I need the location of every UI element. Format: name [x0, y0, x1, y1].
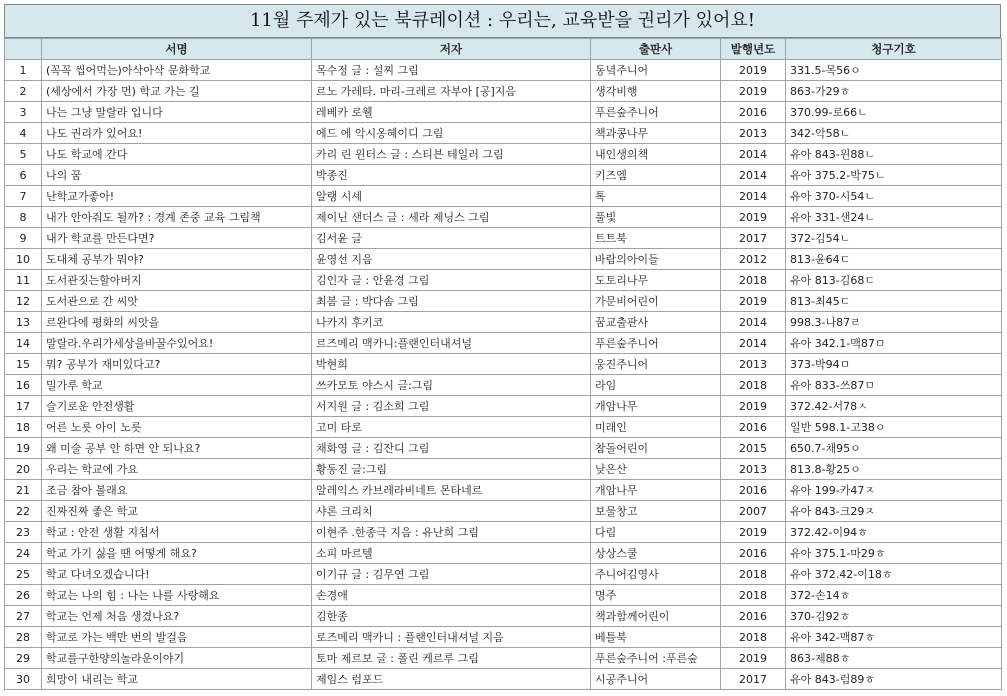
call-number: 유아 342.1-맥87ㅁ — [786, 333, 1002, 354]
table-row — [5, 480, 1002, 501]
table-row — [5, 333, 1002, 354]
book-author: 김한종 — [312, 606, 591, 627]
row-number: 5 — [5, 144, 42, 165]
book-author: 채화영 글 : 김잔디 그림 — [312, 438, 591, 459]
call-number: 유아 843-럼89ㅎ — [786, 669, 1002, 690]
book-author: 토마 제르보 글 : 폴린 케르루 그림 — [312, 648, 591, 669]
call-number: 유아 843-윈88ㄴ — [786, 144, 1002, 165]
book-author: 르노 가레타. 마리-크레르 자부아 [공]지음 — [312, 81, 591, 102]
call-number: 331.5-목56ㅇ — [786, 60, 1002, 81]
table-row — [5, 543, 1002, 564]
row-number: 15 — [5, 354, 42, 375]
table-row — [5, 648, 1002, 669]
call-number: 유아 813-김68ㄷ — [786, 270, 1002, 291]
book-author: 최봄 글 : 박다솜 그림 — [312, 291, 591, 312]
publish-year: 2007 — [721, 501, 786, 522]
book-publisher: 시공주니어 — [591, 669, 721, 690]
publish-year: 2016 — [721, 417, 786, 438]
call-number: 372-김54ㄴ — [786, 228, 1002, 249]
book-publisher: 동녘주니어 — [591, 60, 721, 81]
book-publisher: 웅진주니어 — [591, 354, 721, 375]
book-publisher: 풀빛 — [591, 207, 721, 228]
book-title: 나는 그냥 말랄라 입니다 — [42, 102, 312, 123]
call-number: 유아 370-시54ㄴ — [786, 186, 1002, 207]
publish-year: 2018 — [721, 564, 786, 585]
publish-year: 2014 — [721, 144, 786, 165]
call-number: 유아 833-쓰87ㅁ — [786, 375, 1002, 396]
table-row — [5, 102, 1002, 123]
row-number: 25 — [5, 564, 42, 585]
call-number: 863-제88ㅎ — [786, 648, 1002, 669]
book-publisher: 라임 — [591, 375, 721, 396]
book-author: 나카지 후키코 — [312, 312, 591, 333]
book-author: 르즈메리 맥카니:플랜인터내셔널 — [312, 333, 591, 354]
curation-sheet — [4, 4, 1001, 690]
call-number: 유아 342-맥87ㅎ — [786, 627, 1002, 648]
row-number: 30 — [5, 669, 42, 690]
call-number: 유아 375.1-마29ㅎ — [786, 543, 1002, 564]
publish-year: 2014 — [721, 165, 786, 186]
book-title: 뭐? 공부가 재미있다고? — [42, 354, 312, 375]
book-publisher: 내인생의책 — [591, 144, 721, 165]
book-author: 황동진 글:그림 — [312, 459, 591, 480]
publish-year: 2014 — [721, 186, 786, 207]
call-number: 일반 598.1-고38ㅇ — [786, 417, 1002, 438]
table-row — [5, 522, 1002, 543]
book-title: 우리는 학교에 가요 — [42, 459, 312, 480]
book-title: 밀가루 학교 — [42, 375, 312, 396]
book-publisher: 푸른숲주니어 — [591, 102, 721, 123]
row-number: 12 — [5, 291, 42, 312]
book-author: 고미 타로 — [312, 417, 591, 438]
book-publisher: 낮은산 — [591, 459, 721, 480]
book-publisher: 개암나무 — [591, 396, 721, 417]
book-publisher: 베틀북 — [591, 627, 721, 648]
publish-year: 2019 — [721, 81, 786, 102]
book-author: 샤론 크리치 — [312, 501, 591, 522]
publish-year: 2015 — [721, 438, 786, 459]
row-number: 10 — [5, 249, 42, 270]
book-title: 말랄라.우리가세상을바꿀수있어요! — [42, 333, 312, 354]
book-title: 도대체 공부가 뭐야? — [42, 249, 312, 270]
publish-year: 2017 — [721, 669, 786, 690]
book-title: 왜 미술 공부 안 하면 안 되나요? — [42, 438, 312, 459]
book-publisher: 보물창고 — [591, 501, 721, 522]
book-author: 목수정 글 : 설찌 그림 — [312, 60, 591, 81]
table-row — [5, 144, 1002, 165]
row-number: 16 — [5, 375, 42, 396]
book-author: 윤영선 지음 — [312, 249, 591, 270]
book-author: 이기규 글 : 김무연 그림 — [312, 564, 591, 585]
row-number: 28 — [5, 627, 42, 648]
call-number: 372.42-서78ㅅ — [786, 396, 1002, 417]
table-row — [5, 627, 1002, 648]
header-no — [5, 39, 42, 60]
table-row — [5, 459, 1002, 480]
book-title: 난학교가좋아! — [42, 186, 312, 207]
book-title: 르완다에 평화의 씨앗을 — [42, 312, 312, 333]
table-row — [5, 501, 1002, 522]
call-number: 373-박94ㅁ — [786, 354, 1002, 375]
book-publisher: 책과콩나무 — [591, 123, 721, 144]
book-title: 진짜진짜 좋은 학교 — [42, 501, 312, 522]
book-publisher: 도토리나무 — [591, 270, 721, 291]
table-row — [5, 669, 1002, 690]
publish-year: 2014 — [721, 312, 786, 333]
book-publisher: 트트북 — [591, 228, 721, 249]
call-number: 813-윤64ㄷ — [786, 249, 1002, 270]
publish-year: 2014 — [721, 333, 786, 354]
call-number: 998.3-나87ㄹ — [786, 312, 1002, 333]
book-author: 이현주 .한종극 지음 : 유난희 그림 — [312, 522, 591, 543]
table-row — [5, 375, 1002, 396]
book-publisher: 바람의아이들 — [591, 249, 721, 270]
publish-year: 2016 — [721, 102, 786, 123]
call-number: 372-손14ㅎ — [786, 585, 1002, 606]
row-number: 7 — [5, 186, 42, 207]
book-publisher: 키즈엠 — [591, 165, 721, 186]
table-row — [5, 249, 1002, 270]
row-number: 8 — [5, 207, 42, 228]
book-author: 로즈메리 맥카니 : 플랜인터내셔널 지음 — [312, 627, 591, 648]
publish-year: 2016 — [721, 606, 786, 627]
row-number: 22 — [5, 501, 42, 522]
publish-year: 2019 — [721, 648, 786, 669]
book-title: 도서관으로 간 씨앗 — [42, 291, 312, 312]
call-number: 유아 372.42-이18ㅎ — [786, 564, 1002, 585]
book-author: 김서윤 글 — [312, 228, 591, 249]
book-author: 김인자 글 : 안윤경 그림 — [312, 270, 591, 291]
book-publisher: 상상스쿨 — [591, 543, 721, 564]
book-author: 제이닌 샌더스 글 : 세라 제닝스 그림 — [312, 207, 591, 228]
call-number: 813.8-황25ㅇ — [786, 459, 1002, 480]
publish-year: 2018 — [721, 585, 786, 606]
row-number: 14 — [5, 333, 42, 354]
book-title: 조금 참아 볼래요 — [42, 480, 312, 501]
book-publisher: 미래인 — [591, 417, 721, 438]
table-row — [5, 270, 1002, 291]
book-publisher: 참돌어린이 — [591, 438, 721, 459]
book-publisher: 푸른숲주니어 — [591, 333, 721, 354]
publish-year: 2013 — [721, 354, 786, 375]
row-number: 18 — [5, 417, 42, 438]
row-number: 17 — [5, 396, 42, 417]
header-publisher: 출판사 — [591, 39, 721, 60]
table-row — [5, 417, 1002, 438]
call-number: 370.99-로66ㄴ — [786, 102, 1002, 123]
publish-year: 2017 — [721, 228, 786, 249]
row-number: 9 — [5, 228, 42, 249]
call-number: 유아 331-샌24ㄴ — [786, 207, 1002, 228]
book-title: 슬기로운 안전생활 — [42, 396, 312, 417]
book-author: 레베카 로웰 — [312, 102, 591, 123]
publish-year: 2012 — [721, 249, 786, 270]
table-row — [5, 228, 1002, 249]
book-publisher: 책과함께어린이 — [591, 606, 721, 627]
header-year: 발행년도 — [721, 39, 786, 60]
publish-year: 2019 — [721, 207, 786, 228]
table-header-row — [5, 39, 1002, 60]
book-author: 박현희 — [312, 354, 591, 375]
book-title: 학교는 나의 힘 : 나는 나를 사랑해요 — [42, 585, 312, 606]
book-table — [4, 38, 1002, 690]
table-row — [5, 606, 1002, 627]
book-title: 학교로 가는 백만 번의 발걸음 — [42, 627, 312, 648]
table-row — [5, 123, 1002, 144]
call-number: 650.7-채95ㅇ — [786, 438, 1002, 459]
call-number: 813-최45ㄷ — [786, 291, 1002, 312]
publish-year: 2019 — [721, 522, 786, 543]
book-author: 제임스 럼포드 — [312, 669, 591, 690]
book-title: 나도 권리가 있어요! — [42, 123, 312, 144]
row-number: 19 — [5, 438, 42, 459]
book-publisher: 생각비행 — [591, 81, 721, 102]
row-number: 6 — [5, 165, 42, 186]
book-title: 학교를구한양의놀라운이야기 — [42, 648, 312, 669]
book-title: 학교 다녀오겠습니다! — [42, 564, 312, 585]
call-number: 유아 843-크29ㅈ — [786, 501, 1002, 522]
page-title: 11월 주제가 있는 북큐레이션 : 우리는, 교육받을 권리가 있어요! — [4, 4, 1001, 38]
book-title: 어른 노릇 아이 노릇 — [42, 417, 312, 438]
table-row — [5, 81, 1002, 102]
table-body — [5, 60, 1002, 690]
book-title: (꼭꼭 씹어먹는)아삭아삭 문화학교 — [42, 60, 312, 81]
book-title: 나의 꿈 — [42, 165, 312, 186]
table-row — [5, 396, 1002, 417]
table-row — [5, 165, 1002, 186]
row-number: 27 — [5, 606, 42, 627]
table-row — [5, 312, 1002, 333]
row-number: 29 — [5, 648, 42, 669]
book-author: 서지원 글 : 김소희 그림 — [312, 396, 591, 417]
book-publisher: 푸른숲주니어 :푸른숲 — [591, 648, 721, 669]
book-author: 알레익스 카브레라비네트 몬타네르 — [312, 480, 591, 501]
row-number: 13 — [5, 312, 42, 333]
book-publisher: 꿈교출판사 — [591, 312, 721, 333]
header-author: 저자 — [312, 39, 591, 60]
book-publisher: 톡 — [591, 186, 721, 207]
publish-year: 2018 — [721, 375, 786, 396]
row-number: 21 — [5, 480, 42, 501]
book-author: 소피 마르텔 — [312, 543, 591, 564]
table-row — [5, 585, 1002, 606]
row-number: 26 — [5, 585, 42, 606]
book-title: 나도 학교에 간다 — [42, 144, 312, 165]
row-number: 4 — [5, 123, 42, 144]
table-row — [5, 291, 1002, 312]
book-author: 쓰카모토 야스시 글:그림 — [312, 375, 591, 396]
publish-year: 2013 — [721, 459, 786, 480]
call-number: 370-김92ㅎ — [786, 606, 1002, 627]
row-number: 1 — [5, 60, 42, 81]
call-number: 유아 199-카47ㅈ — [786, 480, 1002, 501]
book-title: 학교 : 안전 생활 지침서 — [42, 522, 312, 543]
call-number: 유아 375.2-박75ㄴ — [786, 165, 1002, 186]
publish-year: 2019 — [721, 396, 786, 417]
row-number: 11 — [5, 270, 42, 291]
table-row — [5, 564, 1002, 585]
call-number: 342-악58ㄴ — [786, 123, 1002, 144]
book-author: 카리 린 윈터스 글 : 스티븐 테일러 그림 — [312, 144, 591, 165]
book-title: 도서관짓는할아버지 — [42, 270, 312, 291]
publish-year: 2019 — [721, 60, 786, 81]
table-row — [5, 207, 1002, 228]
row-number: 2 — [5, 81, 42, 102]
book-publisher: 개암나무 — [591, 480, 721, 501]
book-title: 내가 안아줘도 될까? : 경계 존중 교육 그림책 — [42, 207, 312, 228]
call-number: 372.42-이94ㅎ — [786, 522, 1002, 543]
book-publisher: 가문비어린이 — [591, 291, 721, 312]
book-author: 알랭 시셰 — [312, 186, 591, 207]
book-author: 에드 에 악시옹혜이디 그림 — [312, 123, 591, 144]
book-title: 내가 학교를 만든다면? — [42, 228, 312, 249]
book-title: 희망이 내리는 학교 — [42, 669, 312, 690]
header-call-number: 청구기호 — [786, 39, 1002, 60]
row-number: 24 — [5, 543, 42, 564]
publish-year: 2016 — [721, 480, 786, 501]
row-number: 3 — [5, 102, 42, 123]
publish-year: 2016 — [721, 543, 786, 564]
publish-year: 2018 — [721, 270, 786, 291]
book-author: 박종진 — [312, 165, 591, 186]
publish-year: 2013 — [721, 123, 786, 144]
table-row — [5, 438, 1002, 459]
publish-year: 2018 — [721, 627, 786, 648]
publish-year: 2019 — [721, 291, 786, 312]
book-publisher: 주니어김영사 — [591, 564, 721, 585]
book-title: 학교는 언제 처음 생겼나요? — [42, 606, 312, 627]
table-row — [5, 186, 1002, 207]
book-title: 학교 가기 싫을 땐 어떻게 해요? — [42, 543, 312, 564]
book-title: (세상에서 가장 먼) 학교 가는 길 — [42, 81, 312, 102]
table-row — [5, 354, 1002, 375]
row-number: 20 — [5, 459, 42, 480]
call-number: 863-가29ㅎ — [786, 81, 1002, 102]
row-number: 23 — [5, 522, 42, 543]
book-publisher: 명주 — [591, 585, 721, 606]
table-row — [5, 60, 1002, 81]
header-title: 서명 — [42, 39, 312, 60]
book-author: 손경애 — [312, 585, 591, 606]
book-publisher: 다림 — [591, 522, 721, 543]
